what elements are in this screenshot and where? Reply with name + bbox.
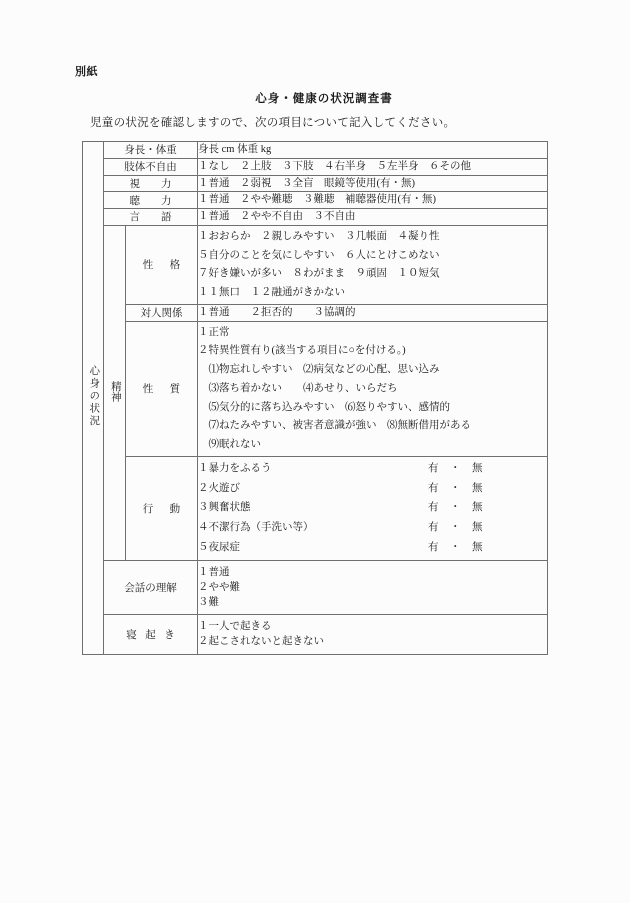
row-label-physical-disability: 肢体不自由: [104, 158, 198, 175]
row-label-hearing: 聴 力: [104, 192, 198, 209]
row-value-vision: １普通 ２弱視 ３全盲 眼鏡等使用(有・無): [198, 175, 548, 192]
table-row-speech: [83, 209, 548, 226]
waking-option-1: １一人で起きる: [198, 621, 272, 633]
disposition-sub-3-4: ⑶落ち着かない ⑷あせり、いらだち: [198, 382, 398, 394]
mental-category-label: [104, 225, 126, 560]
disposition-option-1: １正常: [198, 326, 230, 338]
behaviour-yes-no: 有 ・ 無: [428, 482, 483, 494]
table-row-conversation: [83, 560, 548, 615]
row-label-vision: 視 力: [104, 175, 198, 192]
table-row-physical-disability: [83, 158, 548, 175]
row-label-conversation: 会話の理解: [104, 560, 198, 615]
disposition-sub-7-8: ⑺ねたみやすい、被害者意識が強い ⑻無断借用がある: [198, 420, 471, 432]
behaviour-item: [198, 520, 547, 536]
table-row-disposition: [83, 321, 548, 456]
personality-option-2: ５自分のことを気にしやすい ６人にとけこめない: [198, 249, 440, 261]
disposition-option-2: ２特異性質有り(該当する項目に○を付ける。): [198, 345, 406, 357]
attachment-label: 別紙: [75, 66, 98, 78]
personality-option-4: １１無口 １２融通がきかない: [198, 287, 345, 298]
behaviour-item: [198, 540, 547, 556]
disposition-sub-9: ⑼眠れない: [198, 439, 261, 450]
behaviour-item: [198, 481, 547, 497]
behaviour-item: [198, 461, 547, 477]
row-value-physical-disability: １なし ２上肢 ３下肢 ４右半身 ５左半身 ６その他: [198, 158, 548, 175]
row-value-height-weight: 身長 cm 体重 kg: [198, 142, 548, 159]
row-value-personality: [198, 225, 548, 304]
behaviour-item-label: ３興奮状態: [198, 502, 251, 514]
row-label-disposition: 性 質: [126, 321, 198, 456]
behaviour-item-label: １暴力をふるう: [198, 462, 272, 474]
behaviour-item: [198, 500, 547, 516]
table-row-height-weight: [83, 142, 548, 159]
behaviour-yes-no: 有 ・ 無: [428, 522, 483, 533]
page-title: 心身・健康の状況調査書: [255, 93, 393, 105]
row-value-behaviour: [198, 456, 548, 560]
table-row-behaviour: [83, 456, 548, 560]
table-row-vision: [83, 175, 548, 192]
outer-category-label: [83, 142, 104, 655]
row-value-waking: [198, 615, 548, 654]
disposition-sub-5-6: ⑸気分的に落ち込みやすい ⑹怒りやすい、感情的: [198, 401, 450, 413]
mental-category-text: 精神: [109, 380, 121, 402]
row-label-waking: 寝 起 き: [104, 615, 198, 654]
row-value-speech: １普通 ２やや不自由 ３不自由: [198, 209, 548, 226]
conversation-option-1: １普通: [198, 566, 230, 578]
personality-option-3: ７好き嫌いが多い ８わがまま ９頑固 １０短気: [198, 268, 440, 280]
instruction-text: 児童の状況を確認しますので、次の項目について記入してください。: [90, 117, 456, 129]
behaviour-yes-no: 有 ・ 無: [428, 502, 483, 514]
row-label-interpersonal: 対人関係: [126, 304, 198, 321]
table-row-personality: [83, 225, 548, 304]
row-label-behaviour: 行 動: [126, 456, 198, 560]
behaviour-yes-no: 有 ・ 無: [428, 541, 483, 553]
table-row-interpersonal: [83, 304, 548, 321]
personality-option-1: １おおらか ２親しみやすい ３几帳面 ４凝り性: [198, 230, 440, 242]
table-row-waking: [83, 615, 548, 654]
conversation-option-2: ２やや難: [198, 581, 240, 593]
row-label-personality: 性 格: [126, 225, 198, 304]
row-value-hearing: １普通 ２やや難聴 ３難聴 補聴器使用(有・無): [198, 192, 548, 209]
waking-option-2: ２起こされないと起きない: [198, 636, 324, 648]
row-value-disposition: [198, 321, 548, 456]
row-value-interpersonal: １普通 ２拒否的 ３協調的: [198, 304, 548, 321]
row-label-speech: 言 語: [104, 209, 198, 226]
behaviour-item-label: ５夜尿症: [198, 541, 240, 553]
conversation-option-3: ３難: [198, 596, 219, 608]
table-row-hearing: [83, 192, 548, 209]
behaviour-item-label: ２火遊び: [198, 482, 240, 494]
row-value-conversation: [198, 560, 548, 615]
disposition-sub-1-2: ⑴物忘れしやすい ⑵病気などの心配、思い込み: [198, 364, 440, 375]
row-label-height-weight: 身長・体重: [104, 142, 198, 159]
behaviour-yes-no: 有 ・ 無: [428, 462, 483, 474]
health-survey-table: [82, 141, 548, 655]
outer-category-text: 心身の状況: [88, 365, 100, 428]
behaviour-item-label: ４不潔行為（手洗い等）: [198, 522, 314, 533]
